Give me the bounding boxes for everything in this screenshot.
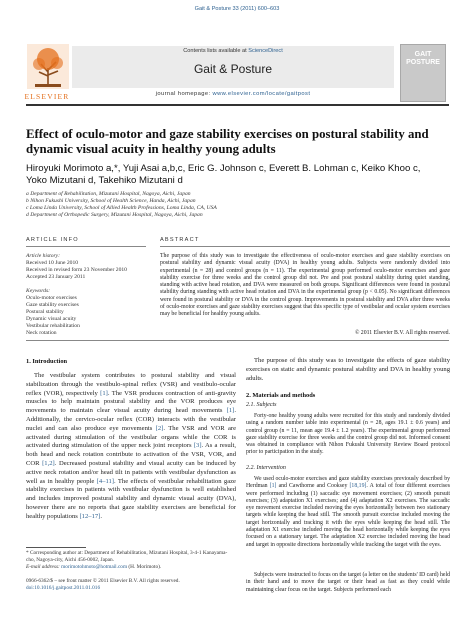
sciencedirect-link[interactable]: ScienceDirect (248, 48, 283, 54)
citation-link[interactable]: [1] (269, 483, 277, 490)
keyword-item: Postural stability (26, 309, 64, 315)
introduction-text (26, 372, 236, 522)
keyword-item: Dynamic visual acuity (26, 316, 77, 322)
text-segment: and Cawthorne and Cooksey (276, 483, 350, 490)
history-accepted: Accepted 23 January 2011 (26, 274, 86, 280)
cover-title: GAIT POSTURE (406, 51, 440, 66)
issn-line: 0966-6362/$ – see front matter © 2011 Elsevier B.V. All rights reserved. (26, 578, 180, 584)
affiliation-d: d Department of Orthopedic Surgery, Mizutani Hospital, Nagoya, Aichi, Japan (26, 212, 203, 218)
journal-title[interactable]: Gait & Posture (193, 62, 273, 76)
email-label: E-mail address: (26, 564, 62, 570)
text-segment: We used oculo-motor exercises and gaze stability exercises previously described by Herdman (246, 476, 450, 490)
email-note (26, 564, 236, 571)
history-revised: Received in revised form 23 November 2010 (26, 267, 127, 273)
journal-reference[interactable]: Gait & Posture 33 (2011) 600–603 (194, 6, 280, 12)
journal-cover-thumbnail[interactable] (400, 44, 446, 102)
affiliation-a: a Department of Rehabilitation, Mizutani Hospital, Nagoya, Aichi, Japan (26, 191, 191, 197)
corresponding-author-note: * Corresponding author at: Department of Rehabilitation, Mizutani Hospital, 3-4-1 Kanayama-cho, Nagoya-city, Aichi 456-0002, Japan. (26, 550, 228, 563)
article-info-rule (26, 246, 146, 247)
intervention-text (246, 476, 450, 549)
keywords-block (26, 288, 146, 337)
abstract-label: ABSTRACT (160, 237, 200, 243)
article-title (26, 127, 456, 157)
citation-link[interactable]: [3] (193, 442, 202, 450)
text-segment: . (100, 512, 103, 520)
intervention-heading: 2.2. Intervention (246, 465, 286, 471)
text-segment: . A total of four different exercises were performed including (1) saccadic eye movement exercises; (2) smooth pursuit exercises; (3) adaptation X1 exercises; and (4) adaptation X2 exercises. The saccadic eye movement exercise included moving the eyes horizontally between two stationary targets while keeping the head still. The smooth pursuit exercise included moving the target horizontally and tracking it with the eyes while keeping the head still. The adaptation X1 exercise included moving the head horizontally while keeping the eyes focused on a stationary target. The adaptation X2 exercise included moving the head and target in opposite directions horizontally while tracking the target with the eyes. (246, 483, 450, 548)
citation-link[interactable]: [1] (226, 407, 235, 415)
keyword-item: Oculo-motor exercises (26, 295, 77, 301)
study-purpose-text: The purpose of this study was to investigate the effects of gaze stability exercises on static and dynamic postural stability and DVA in healthy young adults. (246, 357, 450, 382)
keyword-item: Gaze stability exercises (26, 302, 79, 308)
footnote-rule (26, 547, 86, 548)
keyword-item: Neck rotation (26, 330, 57, 336)
text-segment: . As a result, both head and neck rotation contribute to activation of the VSR, VOR, and COR (26, 442, 236, 467)
citation-link[interactable]: [12–17] (79, 512, 101, 520)
text-segment: . The VSR produces contraction of anti-gravity muscles to help maintain postural stability and the VOR produces eye movements to maintain clear visual acuity during head movements (26, 389, 236, 415)
history-label: Article history: (26, 253, 61, 259)
abstract-copyright: © 2011 Elsevier B.V. All rights reserved. (354, 330, 450, 336)
homepage-link[interactable]: www.elsevier.com/locate/gaitpost (212, 91, 311, 97)
keyword-item: Vestibular rehabilitation (26, 323, 80, 329)
affiliation-b: b Nihon Fukushi University, School of Health Science, Handa, Aichi, Japan (26, 198, 196, 204)
authors-line-1[interactable]: Hiroyuki Morimoto a,*, Yuji Asai a,b,c, Eric G. Johnson c, Everett B. Lohman c, Keiko Khoo c, (26, 163, 421, 174)
journal-homepage (96, 91, 370, 97)
instructions-text: Subjects were instructed to focus on the target (a letter on the students' ID card) held in their hand and to move the target or their head as fast as they could while maintaining clear focus on the target. Subjects performed each (246, 572, 450, 593)
email-link[interactable]: morimotohmoto@hotmail.com (61, 564, 128, 570)
doi-link[interactable]: doi:10.1016/j.gaitpost.2011.01.016 (26, 585, 101, 591)
citation-link[interactable]: [2] (155, 424, 164, 432)
elsevier-wordmark: ELSEVIER (24, 92, 70, 101)
abstract-rule (160, 246, 450, 247)
text-segment: . The effects of vestibular rehabilitation gaze stability exercises in patients with vestibular dysfunction is well established and includes improved postural stability and dynamic visual acuity (DVA), however there are no reports that gaze stability exercises are beneficial for healthy populations (26, 477, 236, 520)
email-suffix: (H. Morimoto). (127, 564, 162, 570)
citation-link[interactable]: [4–11] (96, 477, 114, 485)
contents-line (96, 48, 370, 54)
text-segment: The vestibular system contributes to postural stability and visual stabilization through the vestibulo-spinal reflex (VSR) and vestibulo-ocular reflex (VOR), respectively (26, 372, 236, 397)
title-line-1: Effect of oculo-motor and gaze stability exercises on postural stability and (26, 127, 429, 141)
article-history (26, 253, 146, 281)
keywords-label: Keywords: (26, 288, 51, 294)
history-received: Received 10 June 2010 (26, 260, 79, 266)
contents-prefix: Contents lists available at (183, 48, 249, 54)
introduction-heading: 1. Introduction (26, 358, 68, 365)
citation-link[interactable]: [1,2] (42, 459, 55, 467)
text-segment: . Additionally, the cervico-ocular reflex (COR) interacts with the vestibular nuclei and can also produce eye movements (26, 407, 236, 432)
article-info-label: ARTICLE INFO (26, 237, 79, 243)
title-line-2: dynamic visual acuity in healthy young adults (26, 142, 276, 156)
authors-line-2[interactable]: Yoko Mizutani d, Takehiko Mizutani d (26, 175, 183, 186)
methods-heading: 2. Materials and methods (246, 392, 316, 399)
abstract-text: The purpose of this study was to investigate the effectiveness of oculo-motor exercises and gaze stability exercises on postural stability and dynamic visual acuity (DVA) in healthy young adults. Subjects were randomly divided into experimental (n = 28) and control groups (n = 11). The experimental group performed oculo-motor exercises and gaze stability exercise for three weeks and the control group did not. Pre and post postural stability during quiet standing, standing with active head rotation, and DVA were measured on both groups. Significant differences were found in postural stability during standing with active head rotation and DVA in the experimental group (p < 0.05). No significant differences were found in postural stability or DVA in the control group. Improvements in postural stability and DVA after three weeks of oculo-motor exercises and gaze stability exercises suggest that this specific type of vestibular and ocular system exercises may be beneficial for healthy young adults. (160, 253, 450, 318)
citation-link[interactable]: [18,19] (349, 483, 367, 490)
affiliation-c: c Loma Linda University, School of Allied Health Professions, Loma Linda, CA, USA (26, 205, 217, 211)
author-list (26, 163, 456, 187)
homepage-prefix: journal homepage: (155, 91, 213, 97)
header-rule (26, 104, 449, 106)
elsevier-tree-logo (27, 44, 69, 89)
citation-link[interactable]: [1] (100, 389, 108, 397)
abstract-bottom-rule (26, 340, 449, 341)
text-segment: . Decreased postural stability and visual acuity can be induced by active neck rotation and/or head tilt in patients with vestibular dysfunction as well as in healthy people (26, 459, 236, 485)
text-segment: . The VSR and VOR are activated during stimulation of the vestibular organs while the COR is activated during stimulation of the upper neck joint receptors (26, 424, 236, 450)
subjects-heading: 2.1. Subjects (246, 402, 277, 408)
subjects-text: Forty-one healthy young adults were recruited for this study and randomly divided using a random number table into experimental (n = 28, ages 19.1 ± 0.6 years) and control group (n = 11, mean age 19.4 ± 1.2 years). The experimental group performed gaze stability exercise for three weeks and the control group did not. Informed consent was obtained in compliance with Nihon Fukushi University Review Board protocol prior to participation in the study. (246, 413, 450, 456)
